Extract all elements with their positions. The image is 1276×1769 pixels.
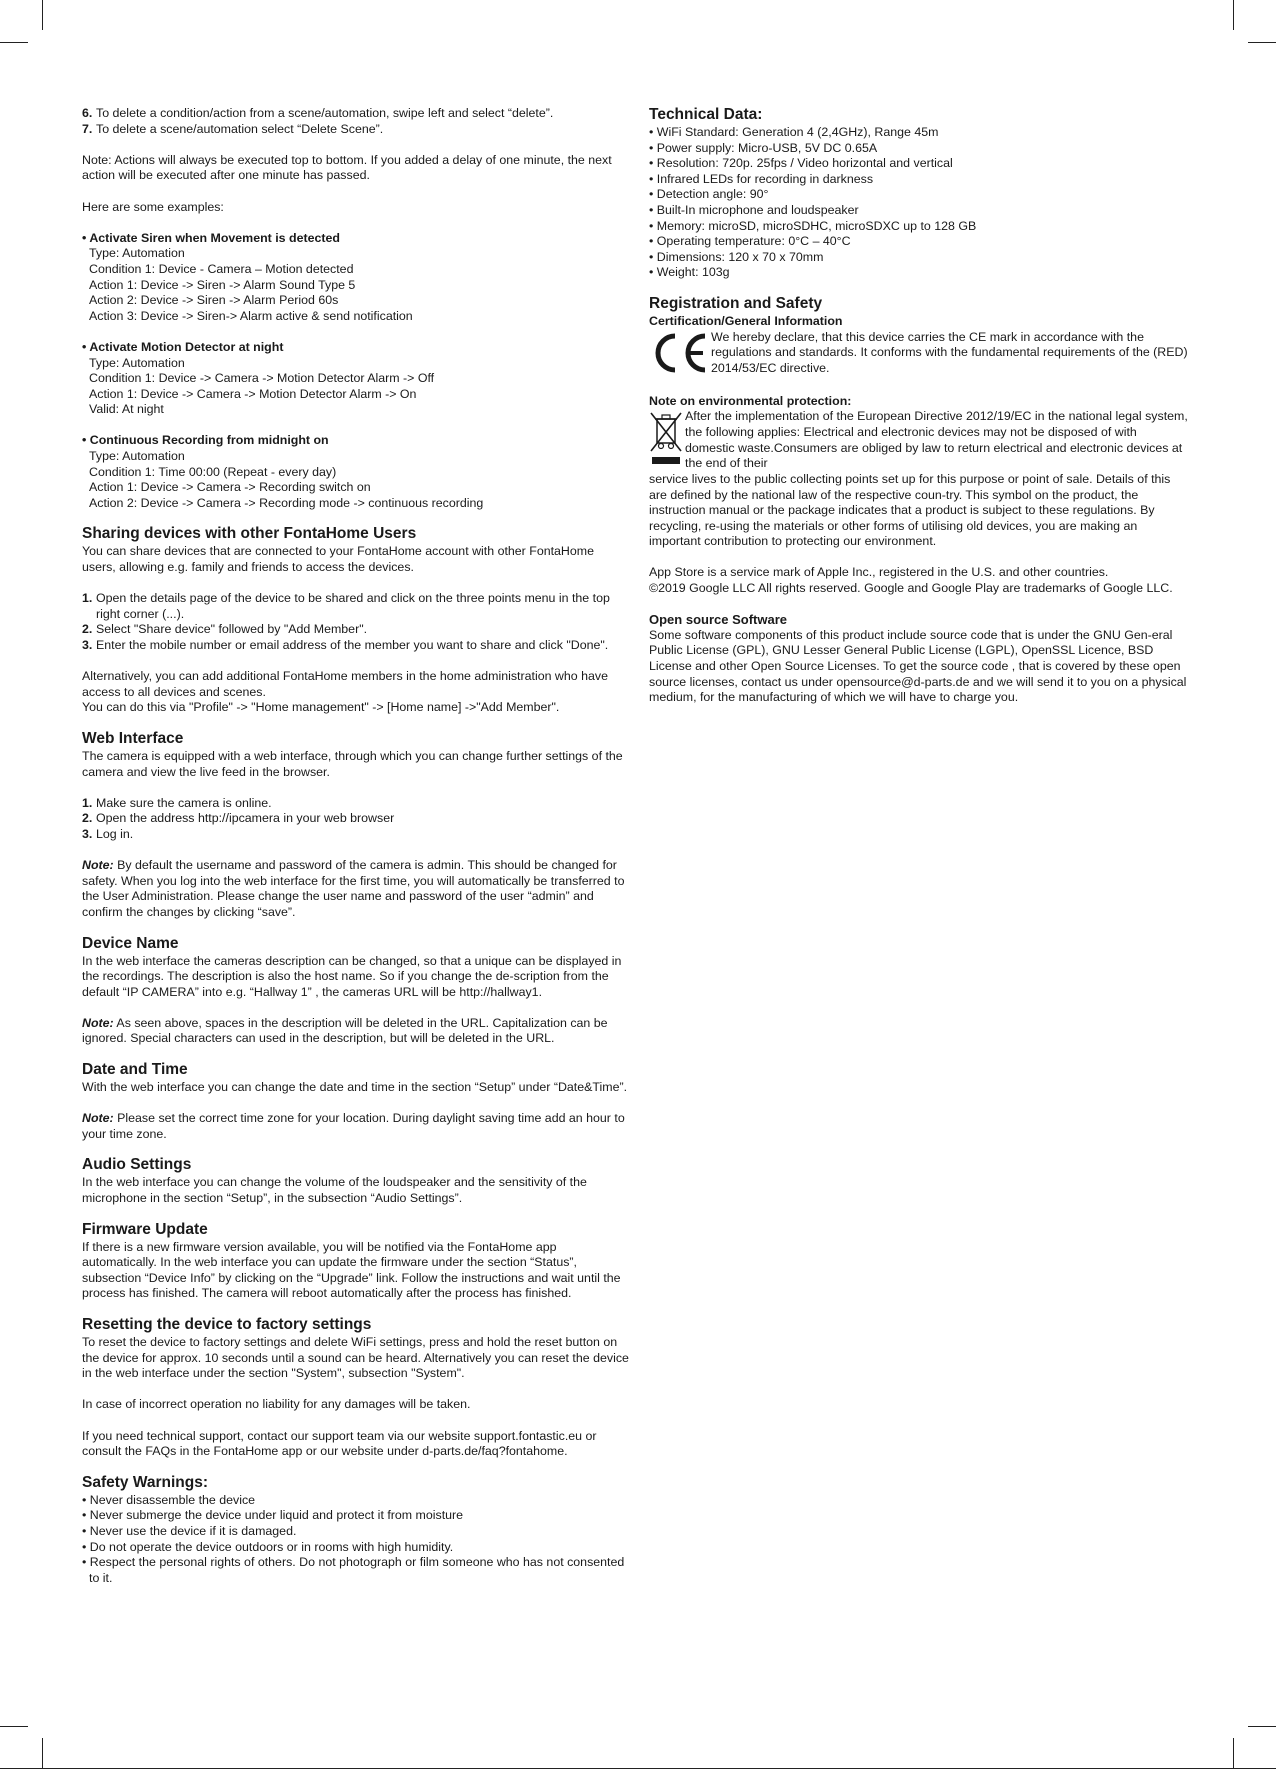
support-text: If you need technical support, contact our support team via our website support.fontastic.eu or consult the FAQs in the FontaHome app or our website under d-parts.de/faq?fontahome. [82,1428,597,1459]
safety-item: • Do not operate the device outdoors or in rooms with high humidity. [82,1539,454,1554]
note-text: As seen above, spaces in the description will be deleted in the URL. Capitalization can be ignored. Special characters can used in the description, but will be deleted in the URL. [82,1015,608,1046]
tech-item: • WiFi Standard: Generation 4 (2,4GHz), Range 45m [649,125,939,139]
tech-item: • Power supply: Micro-USB, 5V DC 0.65A [649,140,878,155]
crop-mark-bottom-left-h [0,1726,28,1727]
example-motion-detector [82,340,630,418]
tech-item: • Operating temperature: 0°C – 40°C [649,234,851,249]
step-text: Select "Share device" followed by "Add Member". [96,622,368,637]
liability-text: In case of incorrect operation no liability for any damages will be taken. [82,1397,471,1412]
web-step-2 [82,811,630,827]
sharing-step-3 [82,638,630,654]
note-text: By default the username and password of the camera is admin. This should be changed for safety. When you log into the web interface for the first time, you will automatically be transferred to the User Administration. Please change the user name and password of the user “admin” and confirm the changes by clicking “save”. [82,858,625,919]
sharing-alternative: Alternatively, you can add additional FontaHome members in the home administration who have access to all devices and scenes. [82,669,608,699]
safety-heading: Safety Warnings: [82,1473,209,1491]
right-column [649,106,1189,706]
example-siren [82,231,630,325]
firmware-heading: Firmware Update [82,1220,208,1238]
ce-declaration: We hereby declare, that this device carries the CE mark in accordance with the regulations and standards. It conforms with the fundamental requirements of the (RED) 2014/53/EC directive. [711,329,1188,375]
example-line: Action 1: Device -> Siren -> Alarm Sound Type 5 [89,277,356,292]
example-line: Valid: At night [89,402,164,417]
note-label: Note: [82,1015,114,1030]
example-line: Condition 1: Device - Camera – Motion detected [89,261,354,276]
date-time-note [82,1111,630,1142]
tech-item: • Memory: microSD, microSDHC, microSDXC up to 128 GB [649,218,977,233]
device-name-heading: Device Name [82,934,179,952]
reset-heading: Resetting the device to factory settings [82,1316,372,1333]
sharing-step-1 [82,591,630,622]
step-text: Log in. [96,826,134,841]
certification-subheading: Certification/General Information [649,313,843,328]
device-name-note [82,1016,630,1047]
left-column [82,106,630,1586]
web-step-3 [82,827,630,843]
tech-item: • Built-In microphone and loudspeaker [649,202,859,217]
note-text: Please set the correct time zone for your location. During daylight saving time add an hour to your time zone. [82,1111,625,1141]
example-continuous-recording [82,433,630,511]
weee-text-beside: After the implementation of the European Directive 2012/19/EC in the national legal system, the following applies: Electrical and electronic devices may not be disposed of with domestic waste.Consumers are obliged by law to return electrical and electronic devices at the end of their [685,409,1188,471]
sharing-heading: Sharing devices with other FontaHome Users [82,525,417,543]
step-7 [82,122,630,138]
step-number: 1. [82,795,93,810]
step-number: 3. [82,638,93,652]
tech-item: • Weight: 103g [649,265,730,280]
step-text: To delete a condition/action from a scene/automation, swipe left and select “delete”. [96,106,554,120]
example-line: Action 2: Device -> Siren -> Alarm Period 60s [89,293,339,308]
example-line: Condition 1: Time 00:00 (Repeat - every day) [89,464,337,479]
tech-item: • Infrared LEDs for recording in darkness [649,171,874,186]
example-line: Condition 1: Device -> Camera -> Motion Detector Alarm -> Off [89,371,435,386]
example-title: • Activate Siren when Movement is detected [82,230,340,245]
date-time-heading: Date and Time [82,1061,188,1079]
example-title: • Activate Motion Detector at night [82,339,284,354]
weee-text-after: service lives to the public collecting points set up for this purpose or point of sale. Details of this are defined by the national law of the respective coun-try. This symbol on the product, the instruction manual or the package indicates that a product is subject to these regulations. By recycling, re-using the materials or other forms of utilising old devices, you are making an important contribution to protecting our environment. [649,471,1171,549]
actions-note: Note: Actions will always be executed top to bottom. If you added a delay of one minute, the next action will be executed after one minute has passed. [82,152,612,183]
safety-item: • Never use the device if it is damaged. [82,1523,297,1538]
step-number: 6. [82,106,93,120]
web-interface-heading: Web Interface [82,729,184,747]
safety-item: • Respect the personal rights of others. Do not photograph or film someone who has not consented to it. [82,1555,625,1585]
crop-mark-bottom-right-h [1248,1726,1276,1727]
step-number: 2. [82,811,93,826]
safety-item: • Never submerge the device under liquid and protect it from moisture [82,1508,464,1523]
sharing-intro: You can share devices that are connected to your FontaHome account with other FontaHome users, allowing e.g. family and friends to access the devices. [82,544,594,575]
tech-item: • Dimensions: 120 x 70 x 70mm [649,249,824,264]
note-label: Note: [82,1111,114,1126]
crop-mark-top-left-h [0,42,28,43]
audio-heading: Audio Settings [82,1156,192,1174]
step-text: Make sure the camera is online. [96,795,272,810]
step-number: 3. [82,826,93,841]
google-trademark: ©2019 Google LLC All rights reserved. Google and Google Play are trademarks of Google LLC. [649,581,1173,596]
weee-block [649,409,1189,472]
example-line: Type: Automation [89,355,185,370]
sharing-path: You can do this via "Profile" -> "Home management" -> [Home name] ->"Add Member". [82,700,560,715]
example-line: Action 1: Device -> Camera -> Recording switch on [89,480,371,495]
firmware-text: If there is a new firmware version available, you will be notified via the FontaHome app automatically. In the web interface you can update the firmware under the section “Status”, subsection “Device Info” by clicking on the “Upgrade” link. Follow the instructions and wait until the process has finished. The camera will reboot automatically after the process has finished. [82,1239,621,1301]
example-line: Type: Automation [89,449,185,464]
ce-block [649,330,1189,379]
crop-mark-top-right-v [1233,0,1234,30]
reset-text: To reset the device to factory settings and delete WiFi settings, press and hold the reset button on the device for approx. 10 seconds until a sound can be heard. Alternatively you can reset the device in the web interface under the section "System", subsection "System". [82,1335,629,1381]
step-6 [82,106,630,122]
date-time-text: With the web interface you can change the date and time in the section “Setup” under “Date&Time”. [82,1080,628,1095]
step-text: Enter the mobile number or email address of the member you want to share and click "Done". [96,638,609,652]
step-text: Open the address http://ipcamera in your web browser [96,811,395,826]
safety-item: • Never disassemble the device [82,1492,256,1507]
note-label: Note: [82,858,114,873]
technical-heading: Technical Data: [649,106,763,123]
crossed-bin-icon [649,411,685,472]
sharing-step-2 [82,622,630,638]
crop-mark-bottom-right-v [1233,1738,1234,1769]
web-interface-intro: The camera is equipped with a web interface, through which you can change further settings of the camera and view the live feed in the browser. [82,748,623,779]
example-title: • Continuous Recording from midnight on [82,433,329,448]
audio-text: In the web interface you can change the volume of the loudspeaker and the sensitivity of the microphone in the section “Setup”, in the subsection “Audio Settings”. [82,1175,587,1206]
apple-trademark: App Store is a service mark of Apple Inc., registered in the U.S. and other countries. [649,565,1109,580]
open-source-text: Some software components of this product include source code that is under the GNU Gen-eral Public License (GPL), GNU Lesser General Public License (LGPL), OpenSSL Licence, BSD License and other Open Source Licenses. To get the source code , that is covered by these open source licenses, contact us under opensource@d-parts.de and we will send it to you on a physical medium, for the manufacturing of which we will have to charge you. [649,627,1187,705]
device-name-text: In the web interface the cameras description can be changed, so that a unique can be displayed in the recordings. The description is also the host name. So if you change the de-scription from the default “IP CAMERA” into e.g. “Hallway 1” , the cameras URL will be http://hallway1. [82,953,622,999]
tech-item: • Detection angle: 90° [649,187,769,202]
open-source-heading: Open source Software [649,612,787,628]
example-line: Action 3: Device -> Siren-> Alarm active & send notification [89,308,413,323]
crop-mark-bottom-left-v [42,1738,43,1769]
web-interface-note [82,858,630,920]
example-line: Action 1: Device -> Camera -> Motion Detector Alarm -> On [89,386,417,401]
crop-mark-top-right-h [1248,42,1276,43]
ce-mark-icon [649,332,711,379]
web-step-1 [82,796,630,812]
step-number: 2. [82,622,93,637]
tech-item: • Resolution: 720p. 25fps / Video horizontal and vertical [649,156,953,171]
step-text: Open the details page of the device to be shared and click on the three points menu in the top right corner (...). [96,591,610,621]
example-line: Type: Automation [89,246,185,261]
examples-intro: Here are some examples: [82,199,224,214]
registration-heading: Registration and Safety [649,294,823,312]
step-number: 1. [82,591,93,606]
step-number: 7. [82,121,93,136]
example-line: Action 2: Device -> Camera -> Recording mode -> continuous recording [89,495,484,510]
crop-mark-top-left-v [42,0,43,30]
step-text: To delete a scene/automation select “Delete Scene”. [96,121,384,136]
environment-heading: Note on environmental protection: [649,393,852,408]
